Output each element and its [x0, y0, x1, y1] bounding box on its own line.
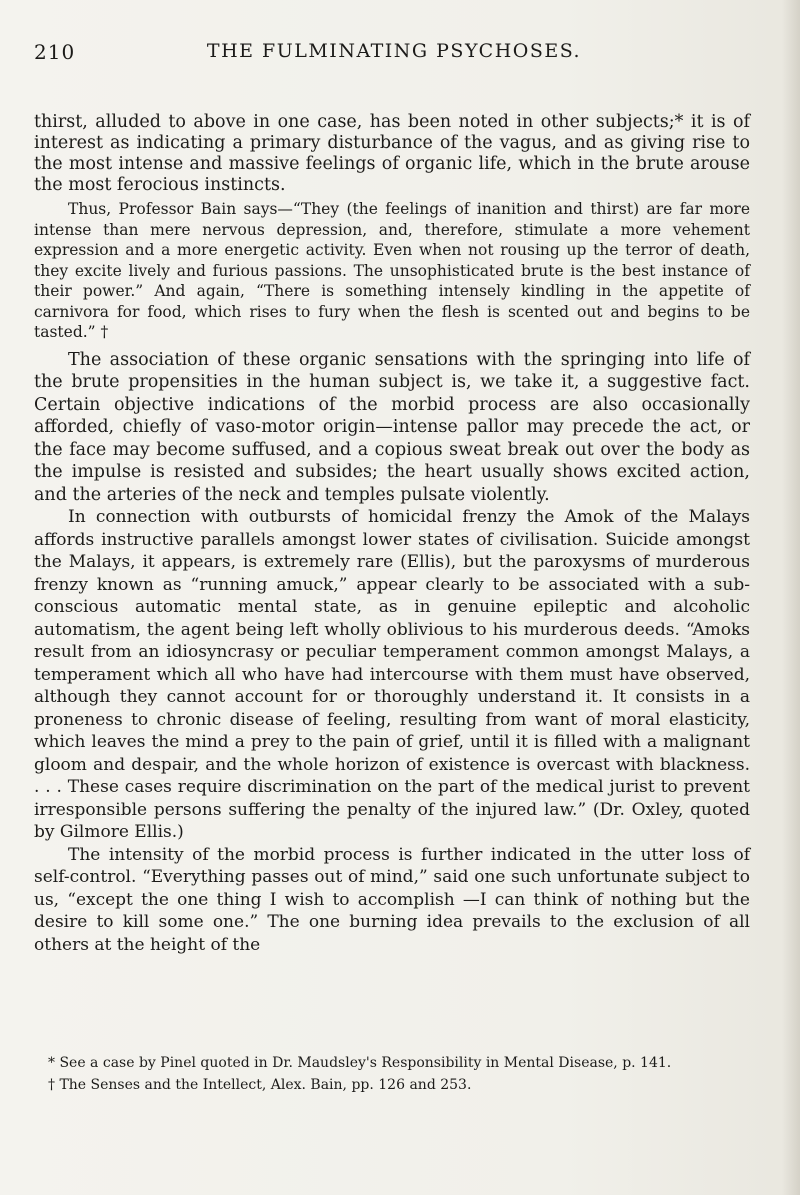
body-text [34, 112, 750, 956]
footnote-bain: † The Senses and the Intellect, Alex. Bain, pp. 126 and 253. [48, 1077, 472, 1093]
paragraph-continuation: thirst, alluded to above in one case, has been noted in other subjects;* it is of interest as indicating a primary disturbance of the vagus, and as giving rise to the most intense and massive feelings of organic life, which in the brute arouse the most ferocious instincts. [34, 112, 750, 195]
paragraph-bain-quote: Thus, Professor Bain says—“They (the feelings of inanition and thirst) are far more intense than mere nervous depression, and, therefore, stimulate a more vehement expression and a more energetic activity. Even when not rousing up the terror of death, they excite lively and furious passions. The unsophisticated brute is the best instance of their power.” And again, “There is something intensely kindling in the appetite of carnivora for food, which rises to fury when the flesh is scented out and begins to be tasted.” † [34, 200, 750, 341]
running-head: THE FULMINATING PSYCHOSES. [206, 40, 582, 62]
page-number: 210 [34, 40, 76, 64]
paragraph-intensity: The intensity of the morbid process is further indicated in the utter loss of self-control. “Everything passes out of mind,” said one such unfortunate subject to us, “except the one thing I wish to accomplish —I can think of nothing but the desire to kill some one.” The one burning idea prevails to the exclusion of all others at the height of the [34, 844, 750, 955]
paragraph-association: The association of these organic sensations with the springing into life of the brute propensities in the human subject is, we take it, a suggestive fact. Certain objective indications of the morbid process are also occasionally afforded, chiefly of vaso-motor origin—intense pallor may precede the act, or the face may become suffused, and a copious sweat break out over the body as the impulse is resisted and subsides; the heart usually shows excited action, and the arteries of the neck and temples pulsate violently. [34, 349, 750, 505]
footnote-pinel: * See a case by Pinel quoted in Dr. Maudsley's Responsibility in Mental Disease, p. 141. [48, 1055, 672, 1071]
page-edge-shadow [782, 0, 800, 1195]
page-header [34, 40, 754, 70]
paragraph-amok: In connection with outbursts of homicidal frenzy the Amok of the Malays affords instructive parallels amongst lower states of civilisation. Suicide amongst the Malays, it appears, is extremely rare (Ellis), but the paroxysms of murderous frenzy known as “running amuck,” appear clearly to be associated with a sub-conscious automatic mental state, as in genuine epileptic and alcoholic automatism, the agent being left wholly oblivious to his murderous deeds. “Amoks result from an idiosyncrasy or peculiar temperament common amongst Malays, a temperament which all who have had intercourse with them must have observed, although they cannot account for or thoroughly understand it. It consists in a proneness to chronic disease of feeling, resulting from want of moral elasticity, which leaves the mind a prey to the pain of grief, until it is filled with a malignant gloom and despair, and the whole horizon of existence is overcast with blackness. . . . These cases require discrimination on the part of the medical jurist to prevent irresponsible persons suffering the penalty of the injured law.” (Dr. Oxley, quoted by Gilmore Ellis.) [34, 507, 750, 842]
footnotes [34, 1052, 750, 1096]
